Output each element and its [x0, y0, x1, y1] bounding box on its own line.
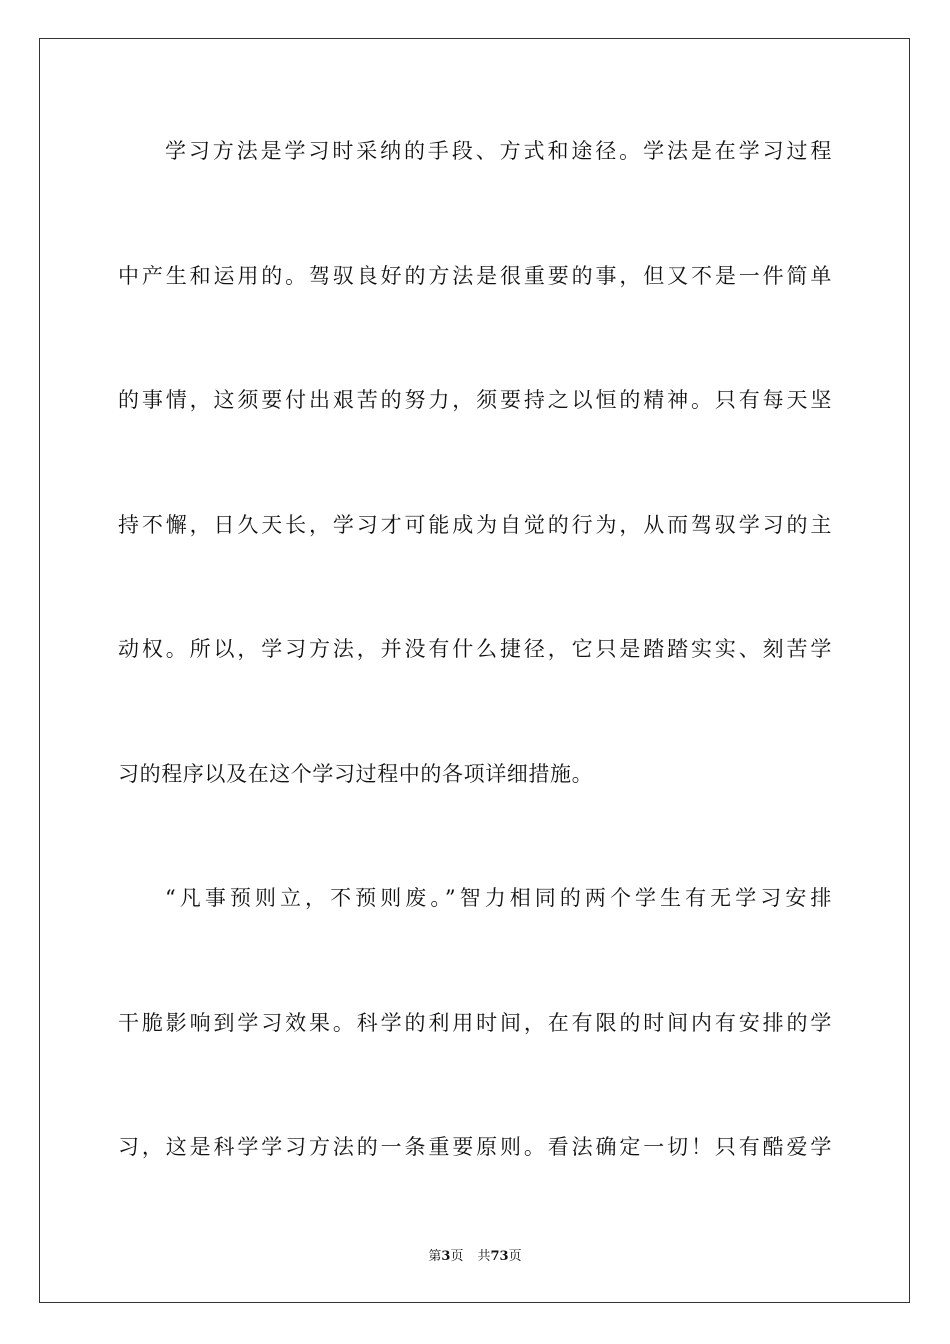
total-suffix: 页	[508, 1249, 522, 1264]
total-pages: 73	[490, 1249, 509, 1264]
page-footer	[0, 1248, 950, 1266]
paragraph-1-line-6: 习的程序以及在这个学习过程中的各项详细措施。	[118, 762, 594, 786]
total-prefix: 共	[477, 1249, 491, 1264]
paragraph-2-line-1: “凡事预则立，不预则废。”智力相同的两个学生有无学习安排	[165, 886, 832, 910]
paragraph-2-line-3: 习，这是科学学习方法的一条重要原则。看法确定一切！只有酷爱学	[118, 1135, 832, 1159]
paragraph-1-line-4: 持不懈，日久天长，学习才可能成为自觉的行为，从而驾驭学习的主	[118, 513, 832, 537]
paragraph-2-line-2: 干脆影响到学习效果。科学的利用时间，在有限的时间内有安排的学	[118, 1011, 832, 1035]
page-number: 3	[441, 1249, 451, 1264]
paragraph-1-line-1: 学习方法是学习时采纳的手段、方式和途径。学法是在学习过程	[165, 139, 832, 163]
paragraph-1-line-5: 动权。所以，学习方法，并没有什么捷径，它只是踏踏实实、刻苦学	[118, 637, 832, 661]
page-prefix: 第	[428, 1249, 442, 1264]
paragraph-1-line-3: 的事情，这须要付出艰苦的努力，须要持之以恒的精神。只有每天坚	[118, 388, 832, 412]
page-border	[39, 38, 910, 1303]
page-suffix: 页	[450, 1249, 464, 1264]
paragraph-1-line-2: 中产生和运用的。驾驭良好的方法是很重要的事，但又不是一件简单	[118, 264, 832, 288]
